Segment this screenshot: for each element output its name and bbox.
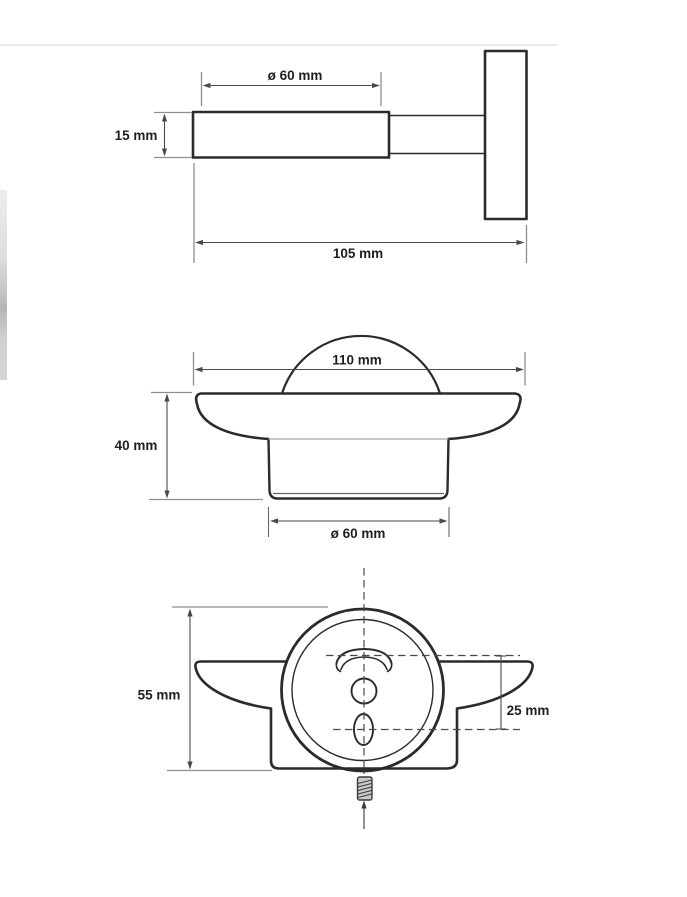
dimension-plate-height — [138, 607, 328, 771]
dimension-base-diameter — [269, 507, 450, 541]
wall-plate — [485, 51, 527, 219]
holder-ring-body — [193, 112, 389, 158]
dimension-label: 105 mm — [332, 246, 384, 261]
mounting-plate-outer-circle — [282, 609, 444, 771]
side-view — [115, 51, 527, 263]
dimension-holder-diameter — [202, 68, 382, 106]
mounting-plate-inner-circle — [292, 620, 433, 761]
holder-arm — [389, 116, 485, 154]
screw-direction-arrow — [361, 801, 366, 830]
dimension-dish-width — [194, 352, 526, 386]
dimension-label: 15 mm — [114, 128, 158, 143]
dimension-hole-spacing — [496, 656, 549, 729]
dimension-total-depth — [194, 163, 527, 263]
mounting-screw — [358, 777, 373, 800]
back-view — [138, 568, 550, 829]
dimension-label: ø 60 mm — [267, 68, 323, 83]
dish-body — [196, 394, 520, 440]
dimension-label: 55 mm — [137, 687, 181, 703]
dimension-dish-height — [115, 393, 263, 500]
front-view — [115, 336, 525, 541]
dimension-holder-thickness — [115, 113, 192, 158]
dimension-label: 40 mm — [114, 438, 158, 453]
dimension-label: 25 mm — [506, 703, 550, 718]
base-stem — [269, 439, 449, 499]
dimension-label: 110 mm — [332, 352, 382, 368]
dimension-label: ø 60 mm — [330, 526, 386, 541]
